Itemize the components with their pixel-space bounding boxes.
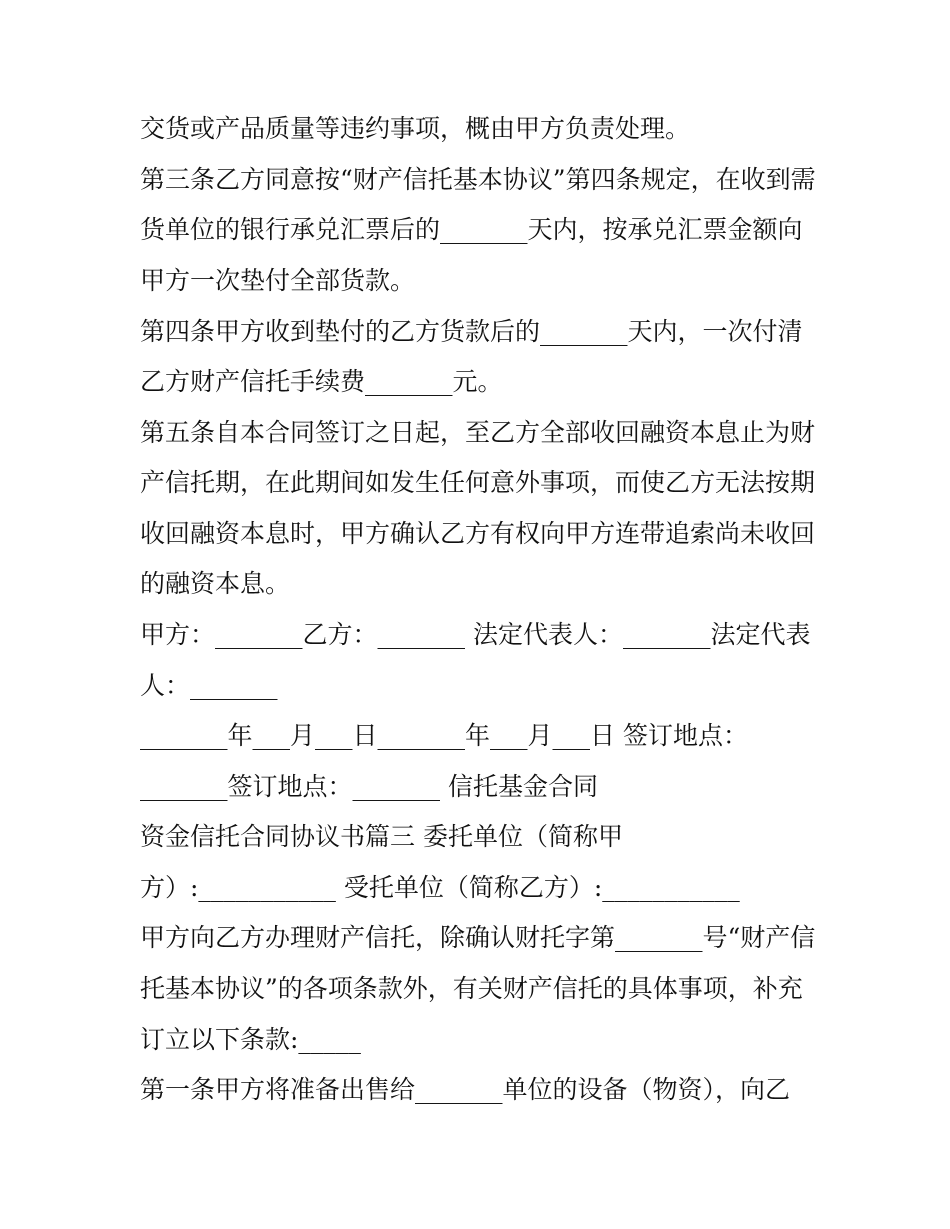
text-line: 托基本协议”的各项条款外，有关财产信托的具体事项，补充 — [140, 974, 803, 1003]
text-line: 货单位的银行承兑汇票后的_______天内，按承兑汇票金额向 — [140, 215, 803, 244]
text-line: 乙方财产信托手续费_______元。 — [140, 367, 503, 396]
text-line: 交货或产品质量等违约事项，概由甲方负责处理。 — [140, 114, 691, 143]
text-line: 第四条甲方收到垫付的乙方货款后的_______天内，一次付清 — [140, 317, 803, 346]
text-line: _______签订地点：_______ 信托基金合同 — [140, 772, 598, 801]
text-line: 的融资本息。 — [140, 569, 291, 598]
text-line: _______年___月___日_______年___月___日 签订地点： — [140, 721, 748, 750]
text-line: 甲方一次垫付全部货款。 — [140, 266, 416, 295]
text-line: 甲方向乙方办理财产信托，除确认财托字第_______号“财产信 — [140, 923, 816, 952]
text-line: 第五条自本合同签订之日起，至乙方全部收回融资本息止为财 — [140, 418, 816, 447]
text-line: 方）:___________ 受托单位（简称乙方）:___________ — [140, 873, 740, 902]
text-line: 第三条乙方同意按“财产信托基本协议”第四条规定，在收到需 — [140, 165, 816, 194]
text-line: 人：_______ — [140, 671, 278, 700]
text-line: 甲方：_______乙方：_______ 法定代表人：_______法定代表 — [140, 620, 811, 649]
text-line: 订立以下条款:_____ — [140, 1025, 361, 1054]
text-line: 收回融资本息时，甲方确认乙方有权向甲方连带追索尚未收回 — [140, 519, 816, 548]
text-line: 产信托期，在此期间如发生任何意外事项，而使乙方无法按期 — [140, 468, 816, 497]
text-line: 第一条甲方将准备出售给_______单位的设备（物资），向乙 — [140, 1075, 791, 1104]
text-line: 资金信托合同协议书篇三 委托单位（简称甲 — [140, 822, 623, 851]
